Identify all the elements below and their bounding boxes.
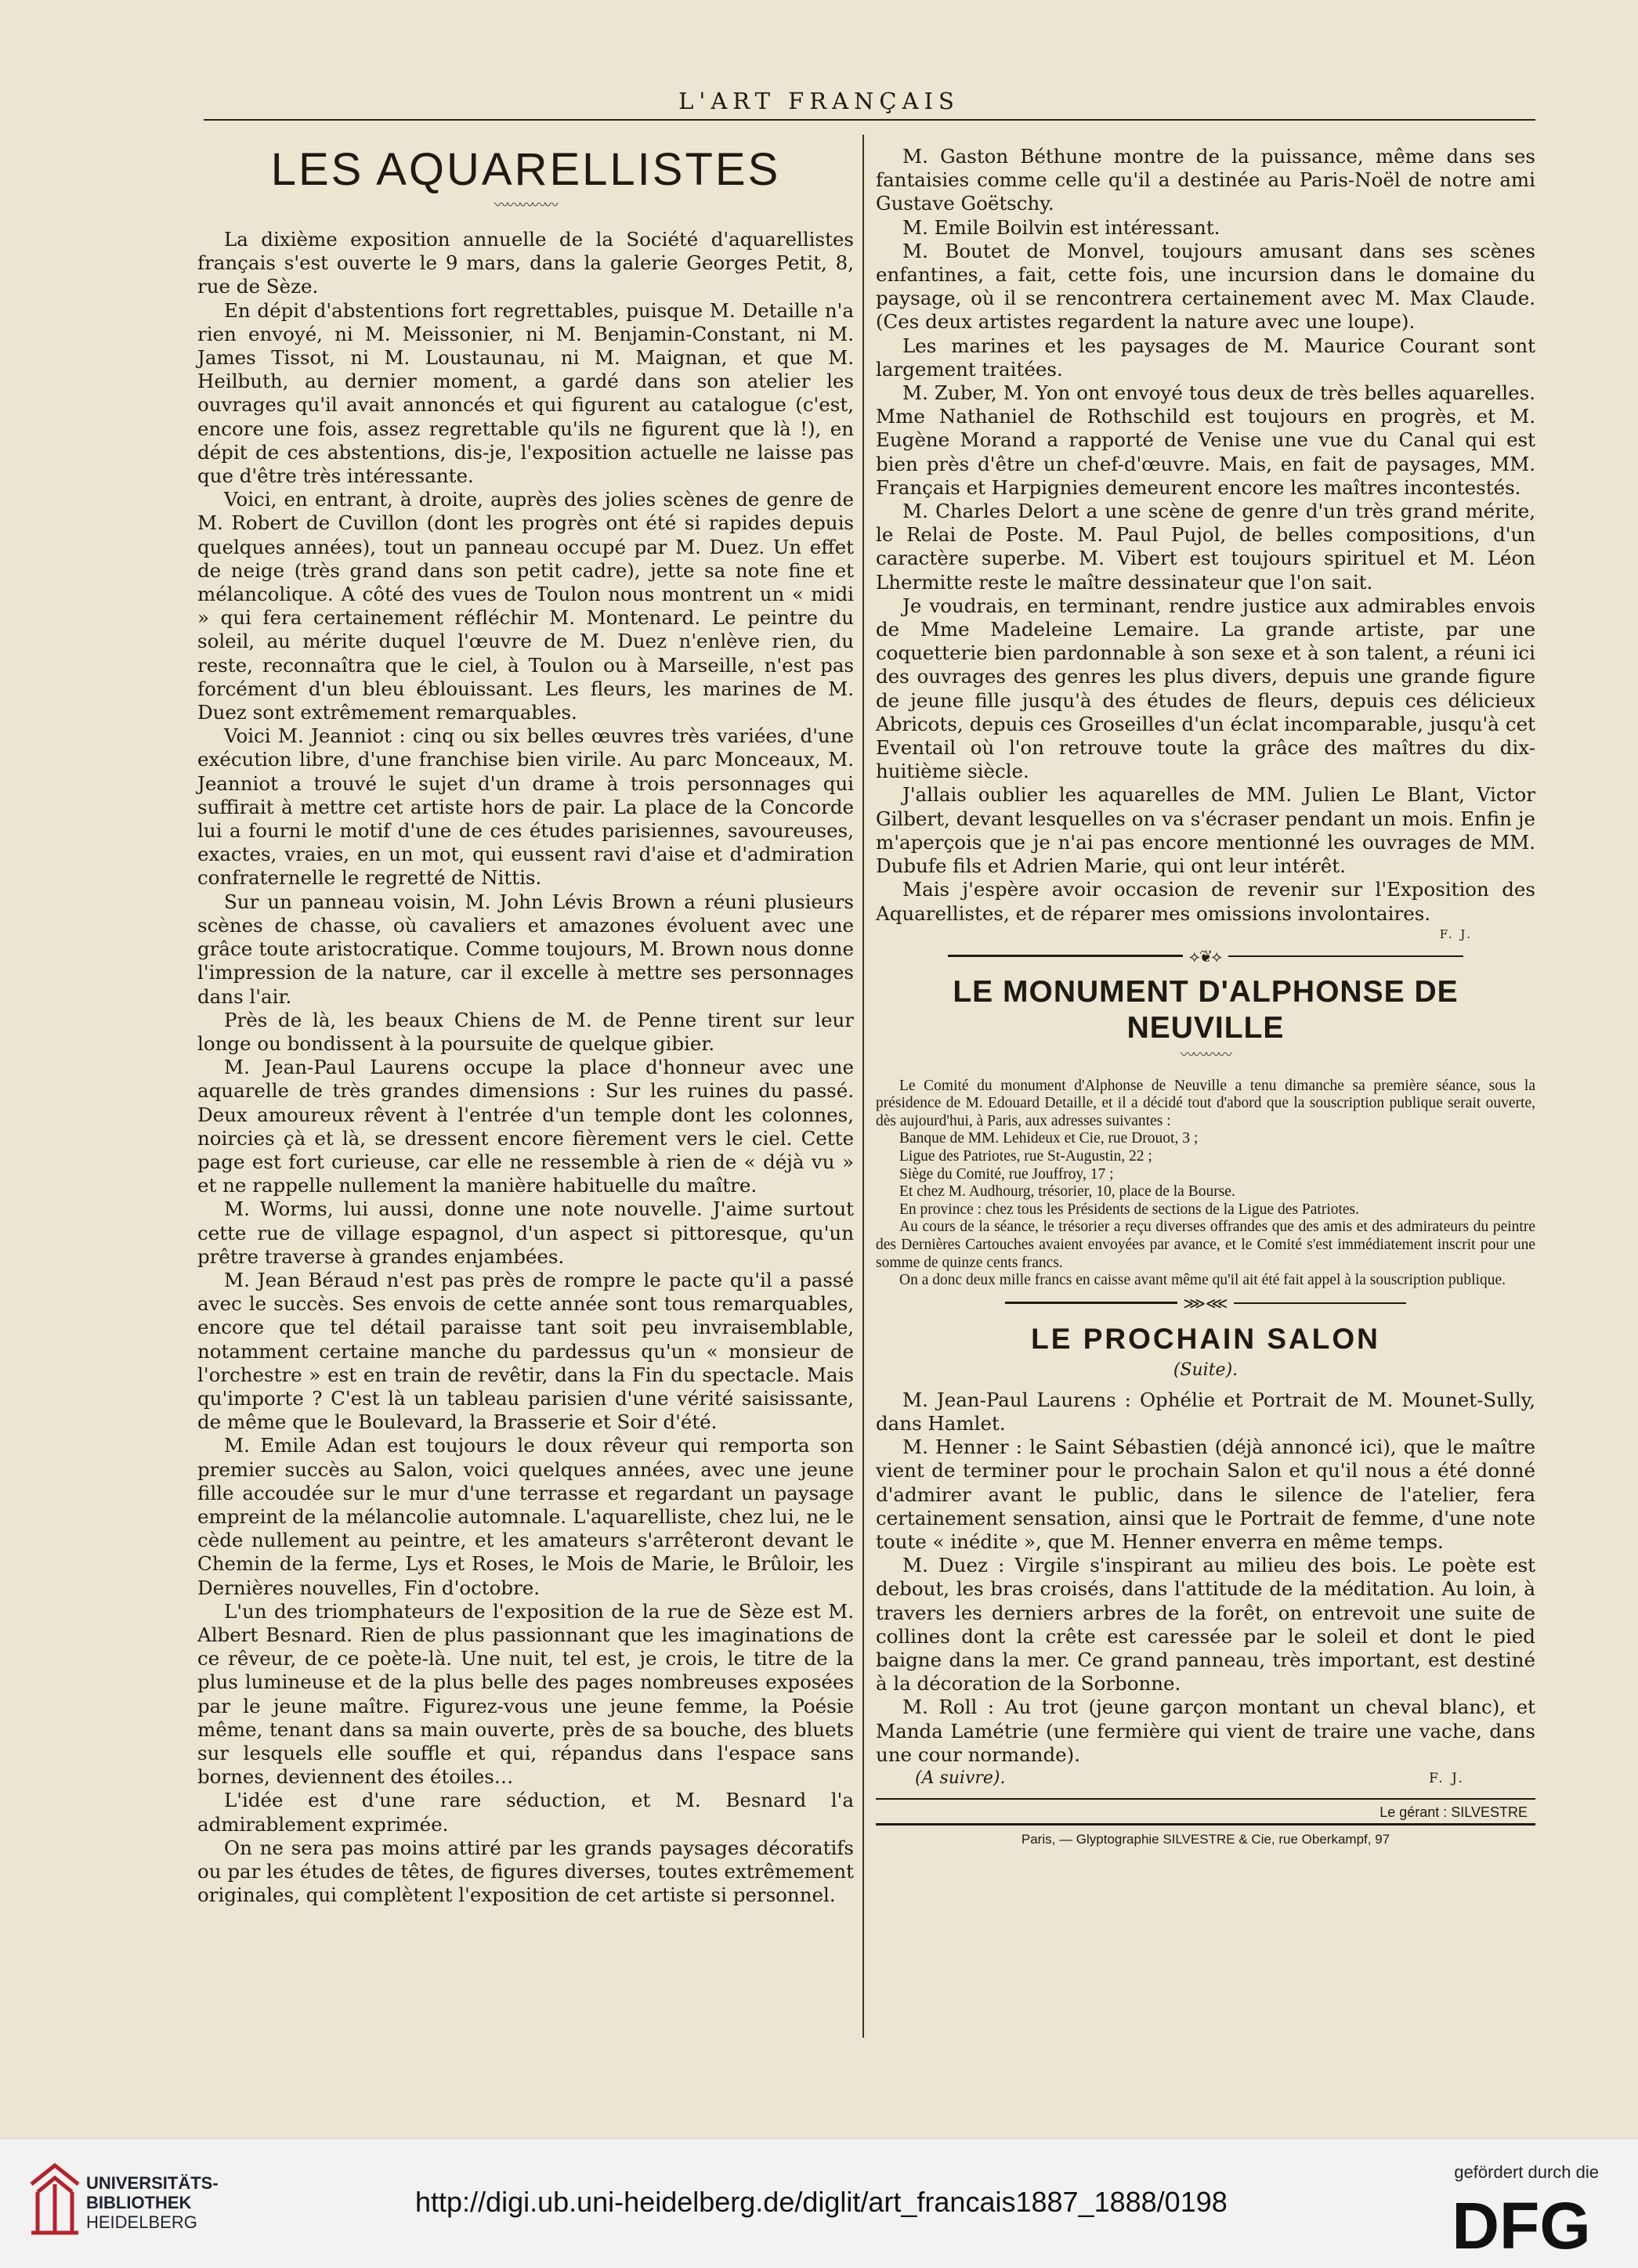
title-ornament: 〰〰〰〰 xyxy=(1181,1046,1231,1064)
divider-rule xyxy=(948,955,1183,957)
paragraph: M. Jean-Paul Laurens : Ophélie et Portrait de M. Mounet-Sully, dans Hamlet. xyxy=(876,1388,1535,1436)
paragraph: Je voudrais, en terminant, rendre justice aux admirables envois de Mme Madeleine Lemaire. La grande artiste, par une coquetterie bien pardonnable à son sexe et à son talent, a réuni ici des ouvrages des genres les plus divers, depuis une grande figure de jeune fille jusqu'à des études de fleurs, depuis ces délicieux Abricots, depuis ces Groseilles d'un éclat incomparable, jusqu'à cet Eventail où l'on retrouve toute la grâce des maîtres du dix-huitième siècle. xyxy=(876,594,1535,783)
address-line: Banque de MM. Lehideux et Cie, rue Drouot, 3 ; xyxy=(899,1130,1199,1147)
imprint-rule xyxy=(876,1798,1535,1800)
dfg-logo-icon xyxy=(1439,2194,1604,2255)
a-suivre: (A suivre). xyxy=(915,1768,1006,1789)
paragraph: M. Roll : Au trot (jeune garçon montant un cheval blanc), et Manda Lamétrie (une fermière qui vient de traire une vache, dans une cour normande). xyxy=(876,1696,1535,1766)
running-head: L'ART FRANÇAIS xyxy=(678,88,960,114)
gerant-line: Le gérant : SILVESTRE xyxy=(1379,1804,1528,1821)
column-rule xyxy=(862,135,864,2038)
paragraph: On a donc deux mille francs en caisse avant même qu'il ait été fait appel à la souscription publique. xyxy=(899,1272,1506,1289)
library-name-line: BIBLIOTHEK xyxy=(86,2193,192,2212)
paragraph: M. Duez : Virgile s'inspirant au milieu des bois. Le poète est debout, les bras croisés, dans l'attitude de la méditation. Au loin, à travers les derniers arbres de la forêt, on entrevoit une suite de collines dont la crête est caressée par le soleil et dont le pied baigne dans la mer. Ce grand panneau, très important, est destiné à la décoration de la Sorbonne. xyxy=(876,1554,1535,1696)
paragraph: Voici, en entrant, à droite, auprès des jolies scènes de genre de M. Robert de Cuvillon (dont les progrès ont été si rapides depuis quelques années), tout un panneau occupé par M. Duez. Un effet de neige (très grand dans son petit cadre), jette sa note fine et mélancolique. A côté des vues de Toulon nous montrent un « midi » qui fera certainement réfléchir M. Montenard. Le peintre du soleil, au mérite duquel l'œuvre de M. Duez n'enlève rien, du reste, reconnaîtra que le ciel, à Toulon ou à Marseille, n'est pas forcément d'un bleu éblouissant. Les fleurs, les marines de M. Duez sont extrêmement remarquables. xyxy=(197,488,854,724)
divider-ornament-icon: ⟡❦⟡ xyxy=(1189,946,1222,966)
divider-ornament-icon: ⋙⋘ xyxy=(1183,1293,1228,1313)
address-line: Ligue des Patriotes, rue St-Augustin, 22 ; xyxy=(899,1148,1152,1165)
library-name-line: UNIVERSITÄTS- xyxy=(86,2173,219,2193)
divider-rule xyxy=(1005,1302,1177,1304)
paragraph: M. Gaston Béthune montre de la puissance, même dans ses fantaisies comme celle qu'il a destinée au Paris-Noël de notre ami Gustave Goëtschy. xyxy=(876,145,1535,215)
paragraph: Les marines et les paysages de M. Maurice Courant sont largement traitées. xyxy=(876,334,1535,381)
left-column xyxy=(197,145,854,1907)
paragraph: M. Emile Boilvin est intéressant. xyxy=(902,215,1220,239)
paragraph: L'idée est d'une rare séduction, et M. Besnard l'a admirablement exprimée. xyxy=(197,1789,854,1836)
paragraph: On ne sera pas moins attiré par les grands paysages décoratifs ou par les études de têtes, de figures diverses, toutes extrêmement originales, qui complètent l'exposition de cet artiste si personnel. xyxy=(197,1836,854,1907)
right-column xyxy=(876,145,1535,1849)
divider-rule xyxy=(1228,955,1463,957)
signature: F. J. xyxy=(1439,926,1473,941)
paragraph: L'un des triomphateurs de l'exposition de la rue de Sèze est M. Albert Besnard. Rien de plus passionnant que les imaginations de ce rêveur, de ce poète-là. Une nuit, tel est, je crois, le titre de la plus lumineuse et de la plus belle des pages nombreuses exposées par le jeune maître. Figurez-vous une jeune femme, la Poésie même, tenant dans sa main ouverte, près de sa bouche, des bluets sur lesquels elle souffle et qui, répandus dans l'espace sans bornes, deviennent des étoiles… xyxy=(197,1599,854,1789)
imprint-rule xyxy=(876,1823,1535,1826)
address-line: Siège du Comité, rue Jouffroy, 17 ; xyxy=(899,1165,1114,1183)
to-be-continued-line xyxy=(876,1767,1535,1790)
digitization-footer xyxy=(0,2138,1638,2268)
paragraph: M. Zuber, M. Yon ont envoyé tous deux de très belles aquarelles. Mme Nathaniel de Rothschild est toujours en progrès, et M. Eugène Morand a rapporté de Venise une vue du Canal qui est bien près d'être un chef-d'œuvre. Mais, en fait de paysages, MM. Français et Harpignies demeurent encore les maîtres incontestés. xyxy=(876,381,1535,499)
permalink-url[interactable]: http://digi.ub.uni-heidelberg.de/diglit/art_francais1887_1888/0198 xyxy=(415,2186,1228,2218)
university-library-logo-icon xyxy=(27,2161,83,2239)
printer-line: Paris, — Glyptographie SILVESTRE & Cie, rue Oberkampf, 97 xyxy=(1021,1832,1390,1847)
address-line: Et chez M. Audhourg, trésorier, 10, place de la Bourse. xyxy=(899,1183,1235,1201)
article-subtitle: (Suite). xyxy=(1173,1360,1238,1380)
divider-rule xyxy=(1234,1302,1406,1304)
section-divider xyxy=(876,1293,1535,1313)
article-title-monument: LE MONUMENT D'ALPHONSE DE NEUVILLE xyxy=(953,974,1459,1045)
paragraph: M. Jean Béraud n'est pas près de rompre le pacte qu'il a passé avec le succès. Ses envois de cette année sont tous remarquables, encore que tel détail paraisse tant soit peu invraisemblable, notamment certaine manche du pardessus qu'un « monsieur de l'orchestre » est en train de revêtir, dans la Fin du spectacle. Mais qu'importe ? C'est là un tableau parisien d'une vérité saisissante, de même que le Boulevard, la Brasserie et Soir d'été. xyxy=(197,1268,854,1434)
paragraph: En province : chez tous les Présidents de sections de la Ligue des Patriotes. xyxy=(899,1201,1360,1218)
funding-note: gefördert durch die xyxy=(1454,2162,1599,2182)
header-rule xyxy=(204,119,1535,121)
paragraph: M. Boutet de Monvel, toujours amusant dans ses scènes enfantines, a fait, cette fois, une incursion dans le domaine du paysage, où il se rencontrera certainement avec M. Max Claude. (Ces deux artistes regardent la nature avec une loupe). xyxy=(876,239,1535,334)
paragraph: M. Emile Adan est toujours le doux rêveur qui remporta son premier succès au Salon, voici quelques années, avec une jeune fille accoudée sur le mur d'une terrasse et regardant un paysage empreint de la mélancolie automnale. L'aquarelliste, chez lui, ne le cède nullement au peintre, et les amateurs s'arrêteront devant le Chemin de la ferme, Lys et Roses, le Mois de Marie, le Brûloir, les Dernières nouvelles, Fin d'octobre. xyxy=(197,1434,854,1599)
article-title-aquarellistes: LES AQUARELLISTES xyxy=(270,144,781,195)
library-name-line: HEIDELBERG xyxy=(86,2212,197,2232)
paragraph: Mais j'espère avoir occasion de revenir sur l'Exposition des Aquarellistes, et de réparer mes omissions involontaires. xyxy=(876,878,1535,925)
section-divider xyxy=(876,946,1535,966)
paragraph: Au cours de la séance, le trésorier a reçu diverses offrandes que des amis et des admirateurs du peintre des Dernières Cartouches avaient envoyées par avance, et le Comité s'est immédiatement inscrit pour une somme de quinze cents francs. xyxy=(876,1219,1535,1271)
monument-article xyxy=(876,1078,1535,1290)
paragraph: M. Worms, lui aussi, donne une note nouvelle. J'aime surtout cette rue de village espagnol, d'un aspect si pittoresque, qu'un prêtre traverse à grandes enjambées. xyxy=(197,1197,854,1268)
dfg-logo-text: DFG xyxy=(1452,2194,1591,2255)
paragraph: M. Charles Delort a une scène de genre d'un très grand mérite, le Relai de Poste. M. Paul Pujol, de belles compositions, d'un caractère superbe. M. Vibert est toujours spirituel et M. Léon Lhermitte reste le maître dessinateur que l'on sait. xyxy=(876,500,1535,594)
paragraph: Voici M. Jeanniot : cinq ou six belles œuvres très variées, d'une exécution libre, d'une franchise bien virile. Au parc Monceaux, M. Jeanniot a trouvé le sujet d'un drame à trois personnages qui suffirait à mettre cet artiste hors de pair. La place de la Concorde lui a fourni le motif d'une de ces études parisiennes, savoureuses, exactes, vraies, en un mot, qui eussent ravi d'aise et d'admiration confraternelle le regretté de Nittis. xyxy=(197,724,854,890)
paragraph: J'allais oublier les aquarelles de MM. Julien Le Blant, Victor Gilbert, devant lesquelles on va s'écraser pendant un mois. Enfin je m'aperçois que je n'ai pas encore mentionné les ouvrages de MM. Dubufe fils et Adrien Marie, qui ont leur intérêt. xyxy=(876,783,1535,878)
article-title-salon: LE PROCHAIN SALON xyxy=(1031,1322,1380,1355)
paragraph: Le Comité du monument d'Alphonse de Neuville a tenu dimanche sa première séance, sous la présidence de M. Edouard Detaille, et il a décidé tout d'abord que la souscription publique serait ouverte, dès aujourd'hui, à Paris, aux adresses suivantes : xyxy=(876,1077,1535,1129)
paragraph: Sur un panneau voisin, M. John Lévis Brown a réuni plusieurs scènes de chasse, où cavaliers et amazones évoluent avec une grâce toute aristocratique. Comme toujours, M. Brown nous donne l'impression de la nature, car il excelle à mettre ses personnages dans l'air. xyxy=(197,890,854,1008)
paragraph: En dépit d'abstentions fort regrettables, puisque M. Detaille n'a rien envoyé, ni M. Meissonier, ni M. Benjamin-Constant, ni M. James Tissot, ni M. Loustaunau, ni M. Maignan, et que M. Heilbuth, au dernier moment, a gardé dans son atelier les ouvrages qu'il avait annoncés et qui figurent au catalogue (c'est, encore une fois, assez regrettable qu'ils ne figurent que là !), en dépit de ces abstentions, dis-je, l'exposition actuelle ne laisse pas que d'être très intéressante. xyxy=(197,298,854,488)
paragraph: M. Jean-Paul Laurens occupe la place d'honneur avec une aquarelle de très grandes dimensions : Sur les ruines du passé. Deux amoureux rêvent à l'entrée d'un temple dont les colonnes, noircies çà et là, se dressent encore fièrement vers le ciel. Cette page est fort curieuse, car elle ne ressemble à rien de « déjà vu » et ne rappelle nullement la manière habituelle du maître. xyxy=(197,1056,854,1197)
paragraph: M. Henner : le Saint Sébastien (déjà annoncé ici), que le maître vient de terminer pour le prochain Salon et qu'il nous a été donné d'admirer avant le public, dans le silence de l'atelier, fera certainement sensation, ainsi que le Portrait de femme, d'une note toute « inédite », que M. Henner enverra en même temps. xyxy=(876,1436,1535,1554)
paragraph: La dixième exposition annuelle de la Société d'aquarellistes français s'est ouverte le 9 mars, dans la galerie Georges Petit, 8, rue de Sèze. xyxy=(197,228,854,298)
title-ornament: 〰〰〰〰〰 xyxy=(494,197,557,214)
signature: F. J. xyxy=(1429,1771,1465,1787)
paragraph: Près de là, les beaux Chiens de M. de Penne tirent sur leur longe ou bondissent à la poursuite de quelque gibier. xyxy=(197,1008,854,1055)
library-name xyxy=(86,2173,219,2232)
